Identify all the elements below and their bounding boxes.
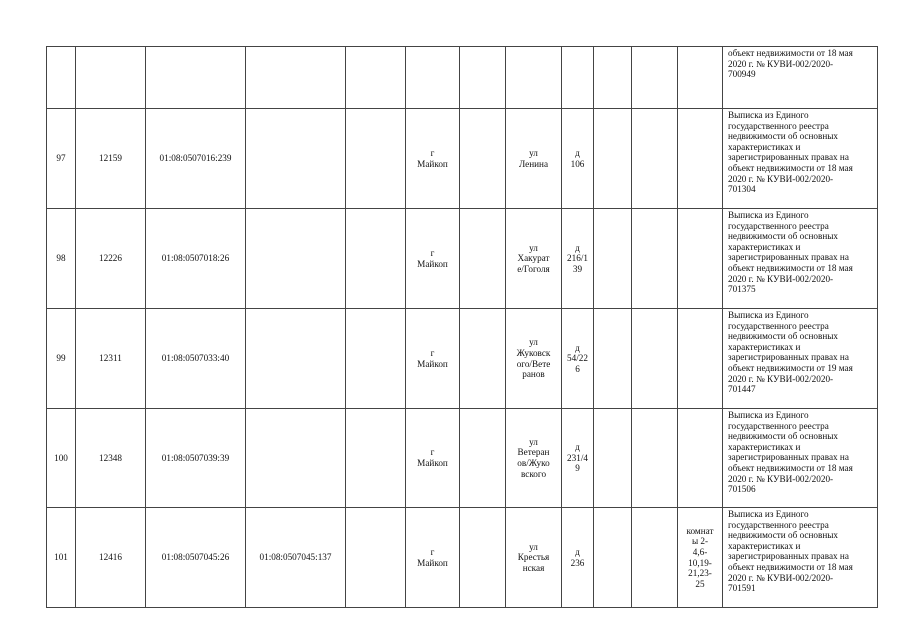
property-register-table [46,46,878,608]
cadastral-number: 01:08:0507016:239 [146,109,246,209]
parent-cadastral-number: 01:08:0507045:137 [246,508,346,608]
empty-cell [460,109,506,209]
locality: г Майкоп [406,209,460,309]
row-number: 99 [47,309,76,409]
registry-number: 12226 [76,209,146,309]
street: ул Ленина [506,109,562,209]
table-row [47,409,878,508]
source-document: Выписка из Единого государственного реестра недвижимости об основных характеристиках и зарегистрированных правах на объект недвижимости от 18 мая 2020 г. № КУВИ-002/2020- 701304 [723,109,878,209]
empty-cell [632,409,678,508]
empty-cell [594,47,632,109]
table-row [47,109,878,209]
source-document: объект недвижимости от 18 мая 2020 г. № КУВИ-002/2020- 700949 [723,47,878,109]
row-number: 97 [47,109,76,209]
source-document: Выписка из Единого государственного реестра недвижимости об основных характеристиках и зарегистрированных правах на объект недвижимости от 19 мая 2020 г. № КУВИ-002/2020- 701447 [723,309,878,409]
premises-rooms [678,409,723,508]
premises-rooms [678,309,723,409]
table-row [47,309,878,409]
street: ул Ветеран ов/Жуко вского [506,409,562,508]
parent-cadastral-number [246,209,346,309]
street: ул Хакурат е/Гоголя [506,209,562,309]
cadastral-number: 01:08:0507045:26 [146,508,246,608]
empty-cell [632,309,678,409]
house-number: д 231/4 9 [562,409,594,508]
house-number: д 106 [562,109,594,209]
empty-cell [594,409,632,508]
street: ул Крестья нская [506,508,562,608]
house-number: д 236 [562,508,594,608]
premises-rooms [678,47,723,109]
parent-cadastral-number [246,109,346,209]
registry-number: 12159 [76,109,146,209]
empty-cell [632,508,678,608]
source-document: Выписка из Единого государственного реестра недвижимости об основных характеристиках и зарегистрированных правах на объект недвижимости от 18 мая 2020 г. № КУВИ-002/2020- 701375 [723,209,878,309]
empty-cell [346,409,406,508]
empty-cell [346,309,406,409]
registry-number: 12311 [76,309,146,409]
empty-cell [346,508,406,608]
empty-cell [460,309,506,409]
empty-cell [460,209,506,309]
empty-cell [460,47,506,109]
empty-cell [594,309,632,409]
registry-number [76,47,146,109]
house-number [562,47,594,109]
row-number: 98 [47,209,76,309]
empty-cell [346,209,406,309]
row-number: 100 [47,409,76,508]
empty-cell [346,47,406,109]
locality [406,47,460,109]
empty-cell [632,209,678,309]
premises-rooms [678,109,723,209]
empty-cell [632,109,678,209]
cadastral-number: 01:08:0507033:40 [146,309,246,409]
cadastral-number: 01:08:0507039:39 [146,409,246,508]
table-row [47,209,878,309]
premises-rooms [678,209,723,309]
locality: г Майкоп [406,508,460,608]
locality: г Майкоп [406,309,460,409]
source-document: Выписка из Единого государственного реестра недвижимости об основных характеристиках и зарегистрированных правах на объект недвижимости от 18 мая 2020 г. № КУВИ-002/2020- 701506 [723,409,878,508]
cadastral-number: 01:08:0507018:26 [146,209,246,309]
locality: г Майкоп [406,109,460,209]
empty-cell [460,409,506,508]
empty-cell [594,109,632,209]
street: ул Жуковск ого/Вете ранов [506,309,562,409]
table-row [47,508,878,608]
empty-cell [632,47,678,109]
empty-cell [594,508,632,608]
row-number [47,47,76,109]
source-document: Выписка из Единого государственного реестра недвижимости об основных характеристиках и зарегистрированных правах на объект недвижимости от 18 мая 2020 г. № КУВИ-002/2020- 701591 [723,508,878,608]
house-number: д 54/22 6 [562,309,594,409]
parent-cadastral-number [246,47,346,109]
parent-cadastral-number [246,309,346,409]
parent-cadastral-number [246,409,346,508]
premises-rooms: комнат ы 2- 4,6- 10,19- 21,23- 25 [678,508,723,608]
empty-cell [460,508,506,608]
street [506,47,562,109]
empty-cell [594,209,632,309]
row-number: 101 [47,508,76,608]
house-number: д 216/1 39 [562,209,594,309]
registry-number: 12416 [76,508,146,608]
cadastral-number [146,47,246,109]
table-body [47,47,878,608]
empty-cell [346,109,406,209]
locality: г Майкоп [406,409,460,508]
table-row [47,47,878,109]
registry-number: 12348 [76,409,146,508]
